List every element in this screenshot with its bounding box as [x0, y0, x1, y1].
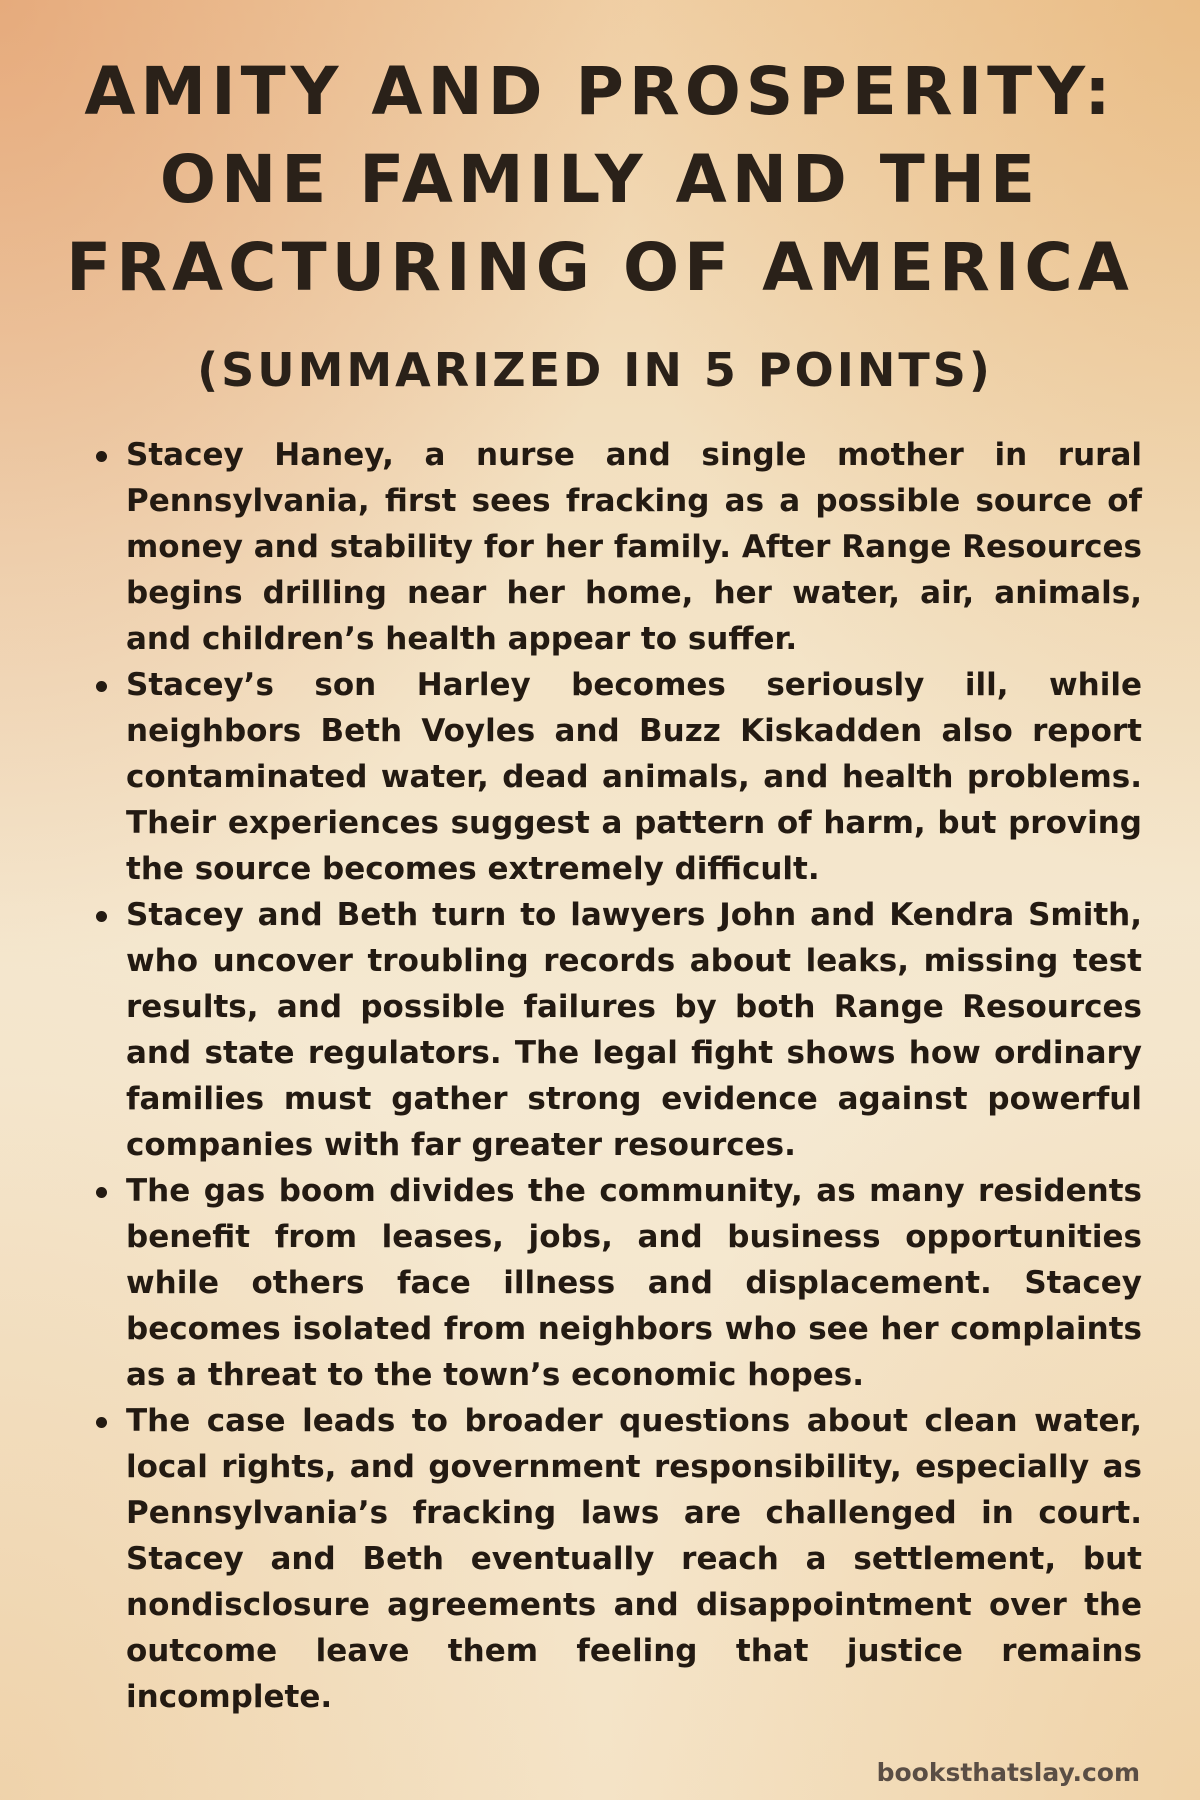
summary-points-list — [90, 432, 1142, 1720]
bullet-icon — [96, 681, 107, 692]
bullet-icon — [96, 911, 107, 922]
site-footer: booksthatslay.com — [876, 1758, 1140, 1787]
summary-point-text: The gas boom divides the community, as many residents benefit from leases, jobs, and business opportunities while others face illness and displacement. Stacey becomes isolated from neighbors who see her complaints as a threat to the town’s economic hopes. — [126, 1173, 1142, 1393]
bullet-icon — [96, 451, 107, 462]
title-line: AMITY AND PROSPERITY: — [84, 53, 1116, 130]
summary-point — [90, 1168, 1142, 1398]
bullet-icon — [96, 1417, 107, 1428]
page-subtitle: (SUMMARIZED IN 5 POINTS) — [197, 343, 993, 397]
title-line: FRACTURING OF AMERICA — [66, 229, 1134, 306]
summary-point — [90, 432, 1142, 662]
summary-point-text: Stacey Haney, a nurse and single mother in rural Pennsylvania, first sees fracking as a possible source of money and stability for her family. After Range Resources begins drilling near her home, her water, air, animals, and children’s health appear to suffer. — [126, 437, 1142, 657]
page-title — [0, 48, 1200, 312]
summary-point — [90, 892, 1142, 1168]
summary-point-text: The case leads to broader questions about clean water, local rights, and government responsibility, especially as Pennsylvania’s fracking laws are challenged in court. Stacey and Beth eventually reach a settlement, but nondisclosure agreements and disappointment over the outcome leave them feeling that justice remains incomplete. — [126, 1403, 1142, 1715]
bullet-icon — [96, 1187, 107, 1198]
summary-point-text: Stacey and Beth turn to lawyers John and Kendra Smith, who uncover troubling records about leaks, missing test results, and possible failures by both Range Resources and state regulators. The legal fight shows how ordinary families must gather strong evidence against powerful companies with far greater resources. — [126, 897, 1142, 1163]
summary-point — [90, 662, 1142, 892]
summary-point-text: Stacey’s son Harley becomes seriously ill, while neighbors Beth Voyles and Buzz Kiskadden also report contaminated water, dead animals, and health problems. Their experiences suggest a pattern of harm, but proving the source becomes extremely difficult. — [126, 667, 1142, 887]
summary-point — [90, 1398, 1142, 1720]
title-line: ONE FAMILY AND THE — [159, 141, 1041, 218]
